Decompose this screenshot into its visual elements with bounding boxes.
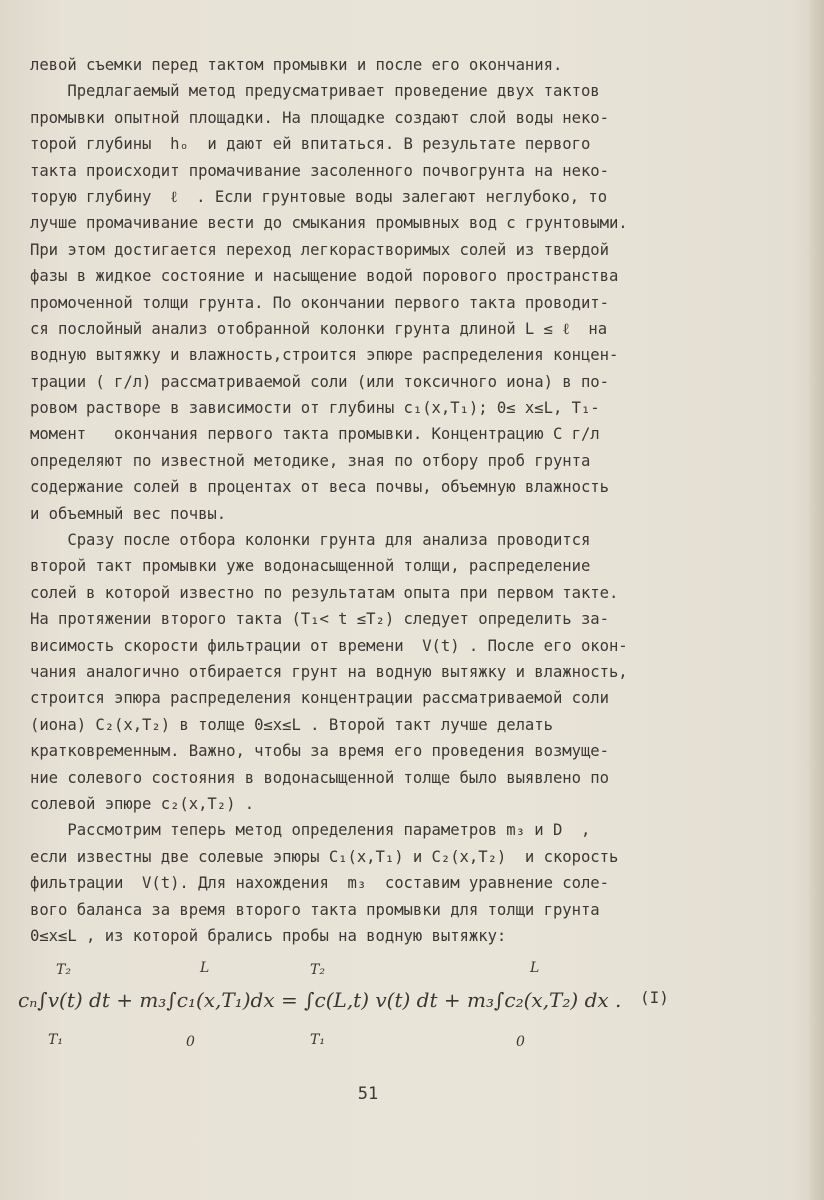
- text-line: промоченной толщи грунта. По окончании первого такта проводит-: [30, 293, 609, 312]
- body-text: [30, 52, 800, 949]
- text-line: ние солевого состояния в водонасыщенной толще было выявлено по: [30, 768, 609, 787]
- text-line: Рассмотрим теперь метод определения параметров m₃ и D ,: [30, 821, 591, 840]
- text-line: и объемный вес почвы.: [30, 504, 227, 523]
- text-line: Предлагаемый метод предусматривает проведение двух тактов: [30, 82, 600, 101]
- text-line: торой глубины hₒ и дают ей впитаться. В результате первого: [30, 135, 591, 154]
- text-line: висимость скорости фильтрации от времени V(t) . После его окон-: [30, 636, 628, 655]
- text-line: второй такт промывки уже водонасыщенной толщи, распределение: [30, 557, 591, 576]
- text-line: фильтрации V(t). Для нахождения m₃ составим уравнение соле-: [30, 874, 609, 893]
- integral-lower-limit: 0: [516, 1034, 525, 1050]
- text-line: фазы в жидкое состояние и насыщение водой порового пространства: [30, 267, 619, 286]
- text-line: момент окончания первого такта промывки. Концентрацию С г/л: [30, 425, 600, 444]
- integral-lower-limit: T₁: [310, 1032, 325, 1048]
- text-line: ся послойный анализ отобранной колонки грунта длиной L ≤ ℓ на: [30, 319, 608, 338]
- integral-upper-limit: T₂: [310, 962, 325, 978]
- text-line: левой съемки перед тактом промывки и после его окончания.: [30, 56, 563, 74]
- text-line: На протяжении второго такта (T₁< t ≤T₂) следует определить за-: [30, 610, 609, 629]
- page-edge-shadow: [810, 0, 824, 1200]
- text-line: кратковременным. Важно, чтобы за время его проведения возмуще-: [30, 742, 609, 761]
- equation-body: cₙ∫v(t) dt + m₃∫c₁(x,T₁)dx = ∫c(L,t) v(t) dt + m₃∫c₂(x,T₂) dx .: [18, 988, 622, 1012]
- text-line: водную вытяжку и влажность,строится эпюре распределения концен-: [30, 346, 619, 365]
- text-line: торую глубину ℓ . Если грунтовые воды залегают неглубоко, то: [30, 187, 608, 206]
- salt-balance-equation: [18, 960, 708, 1060]
- text-line: 0≤x≤L , из которой брались пробы на водную вытяжку:: [30, 926, 507, 945]
- integral-upper-limit: L: [200, 960, 210, 976]
- text-line: трации ( г/л) рассматриваемой соли (или токсичного иона) в по-: [30, 372, 609, 391]
- integral-lower-limit: T₁: [48, 1032, 63, 1048]
- integral-upper-limit: L: [530, 960, 540, 976]
- text-line: строится эпюра распределения концентрации рассматриваемой соли: [30, 689, 609, 708]
- integral-upper-limit: T₂: [56, 962, 71, 978]
- text-line: ровом растворе в зависимости от глубины c₁(x,T₁); 0≤ x≤L, T₁-: [30, 399, 600, 418]
- text-line: содержание солей в процентах от веса почвы, объемную влажность: [30, 478, 609, 497]
- text-line: При этом достигается переход легкорастворимых солей из твердой: [30, 240, 609, 259]
- text-line: определяют по известной методике, зная по отбору проб грунта: [30, 451, 591, 470]
- text-line: (иона) C₂(x,T₂) в толще 0≤x≤L . Второй такт лучше делать: [30, 715, 553, 734]
- text-line: чания аналогично отбирается грунт на водную вытяжку и влажность,: [30, 662, 628, 681]
- text-line: солевой эпюре c₂(x,T₂) .: [30, 794, 255, 813]
- equation-number: (I): [640, 988, 669, 1007]
- text-line: вого баланса за время второго такта промывки для толщи грунта: [30, 900, 600, 919]
- page-number: 51: [357, 1084, 379, 1104]
- integral-lower-limit: 0: [186, 1034, 195, 1050]
- text-line: Сразу после отбора колонки грунта для анализа проводится: [30, 531, 591, 550]
- text-line: промывки опытной площадки. На площадке создают слой воды неко-: [30, 108, 609, 127]
- text-line: если известны две солевые эпюры C₁(x,T₁) и C₂(x,T₂) и скорость: [30, 847, 619, 866]
- text-line: солей в которой известно по результатам опыта при первом такте.: [30, 583, 619, 602]
- text-line: лучше промачивание вести до смыкания промывных вод с грунтовыми.: [30, 214, 628, 233]
- text-line: такта происходит промачивание засоленного почвогрунта на неко-: [30, 161, 609, 180]
